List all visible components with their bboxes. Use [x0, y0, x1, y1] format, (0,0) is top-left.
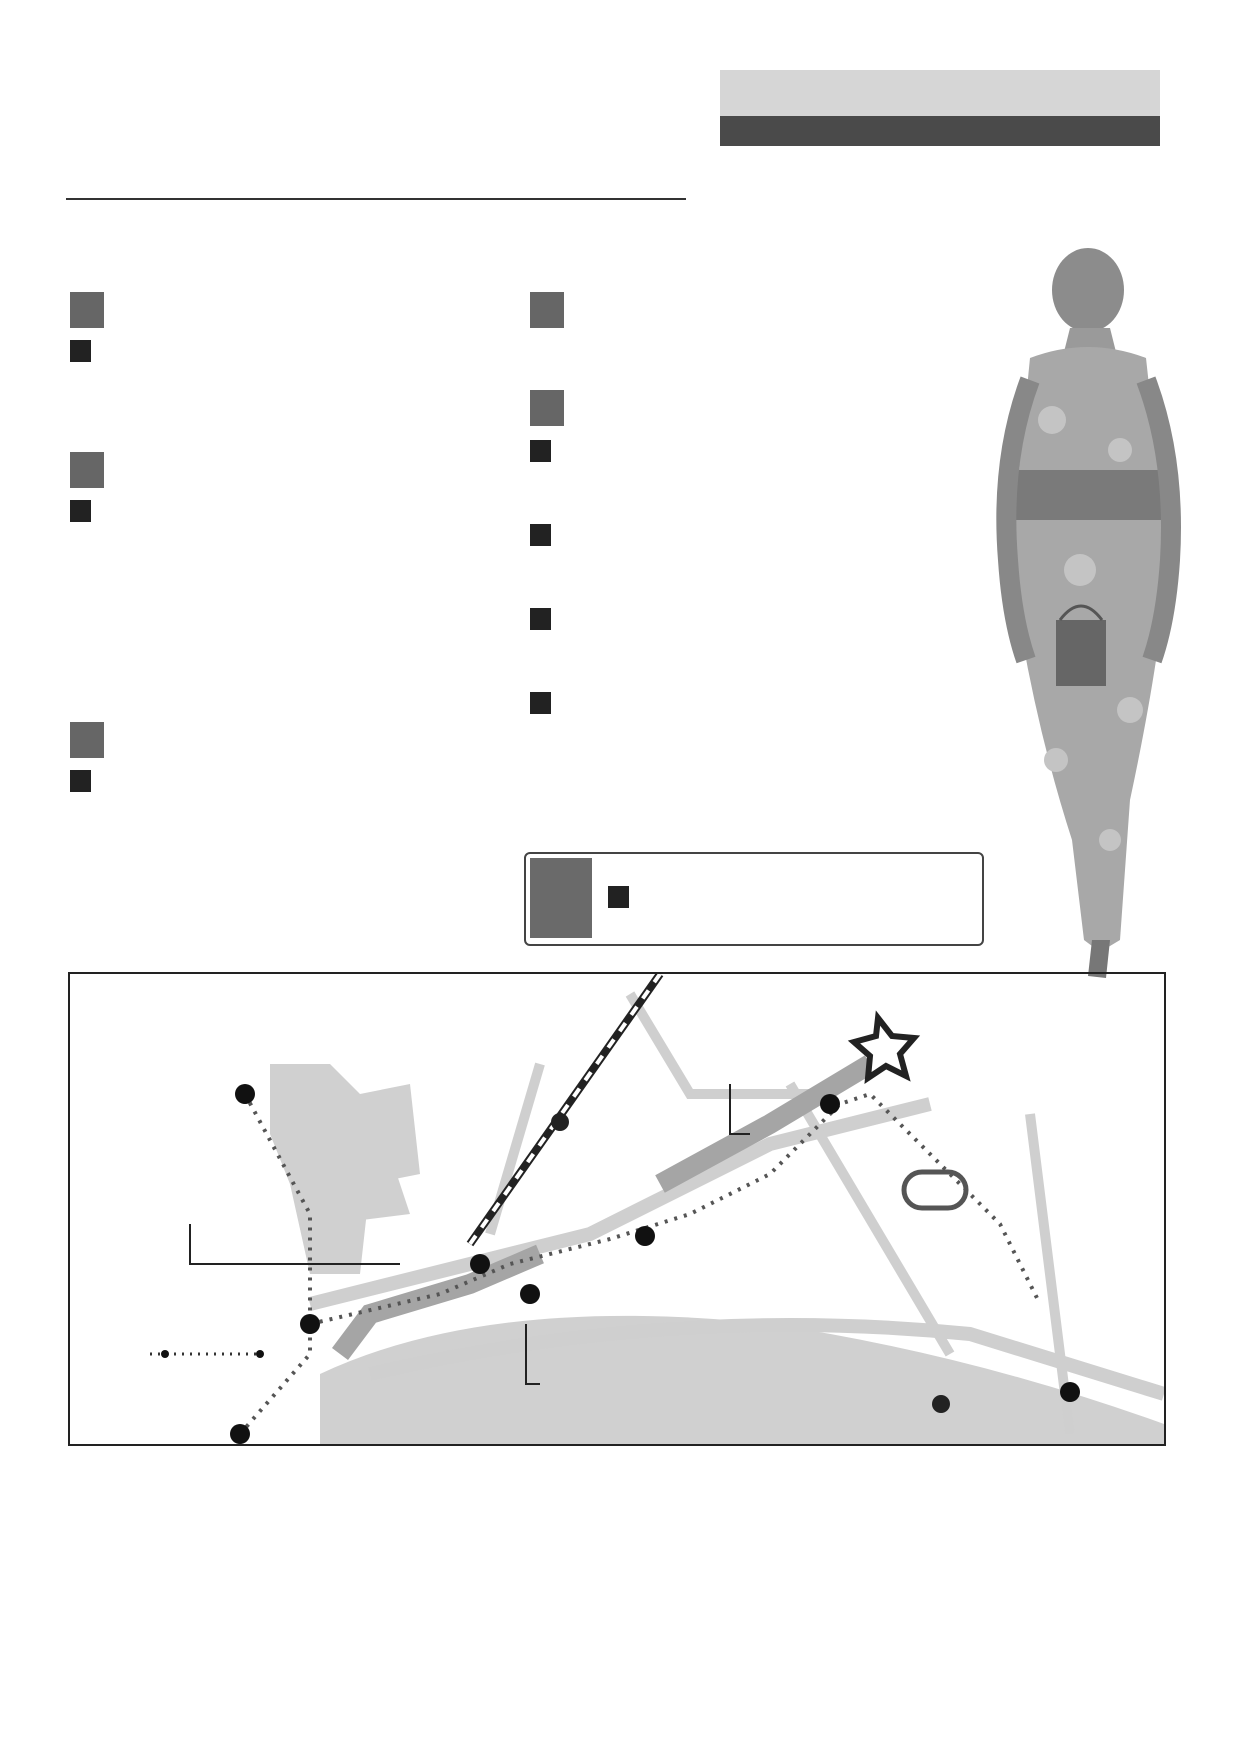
day5-event-4 [530, 692, 557, 723]
sponsored-label [530, 858, 592, 938]
sponsored-box [524, 852, 984, 946]
day5-event-2 [530, 524, 557, 555]
event-number [608, 886, 629, 908]
event-number [70, 340, 91, 362]
day3-heading [70, 716, 110, 764]
square-icon [530, 390, 564, 426]
event-number [530, 440, 551, 462]
day4-heading [530, 286, 570, 334]
event-number [70, 770, 91, 792]
sponsored-event [608, 886, 635, 917]
guide-map [68, 972, 1166, 1446]
event-number [530, 692, 551, 714]
event-number [70, 500, 91, 522]
map-base [70, 974, 1164, 1444]
square-icon [70, 722, 104, 758]
day5-heading [530, 384, 570, 432]
event-number [530, 524, 551, 546]
event-number [530, 608, 551, 630]
square-icon [530, 292, 564, 328]
guide-heading-box [720, 70, 1160, 116]
day1-event [70, 340, 97, 371]
guide-dates-bar [720, 116, 1160, 146]
day5-event-3 [530, 608, 557, 639]
header-rule [66, 198, 686, 200]
yukata-woman-illustration [960, 240, 1210, 980]
day3-event [70, 770, 97, 801]
square-icon [70, 452, 104, 488]
day1-heading [70, 286, 110, 334]
day2-heading [70, 446, 110, 494]
day5-event-1 [530, 440, 557, 471]
day2-event [70, 500, 97, 531]
square-icon [70, 292, 104, 328]
